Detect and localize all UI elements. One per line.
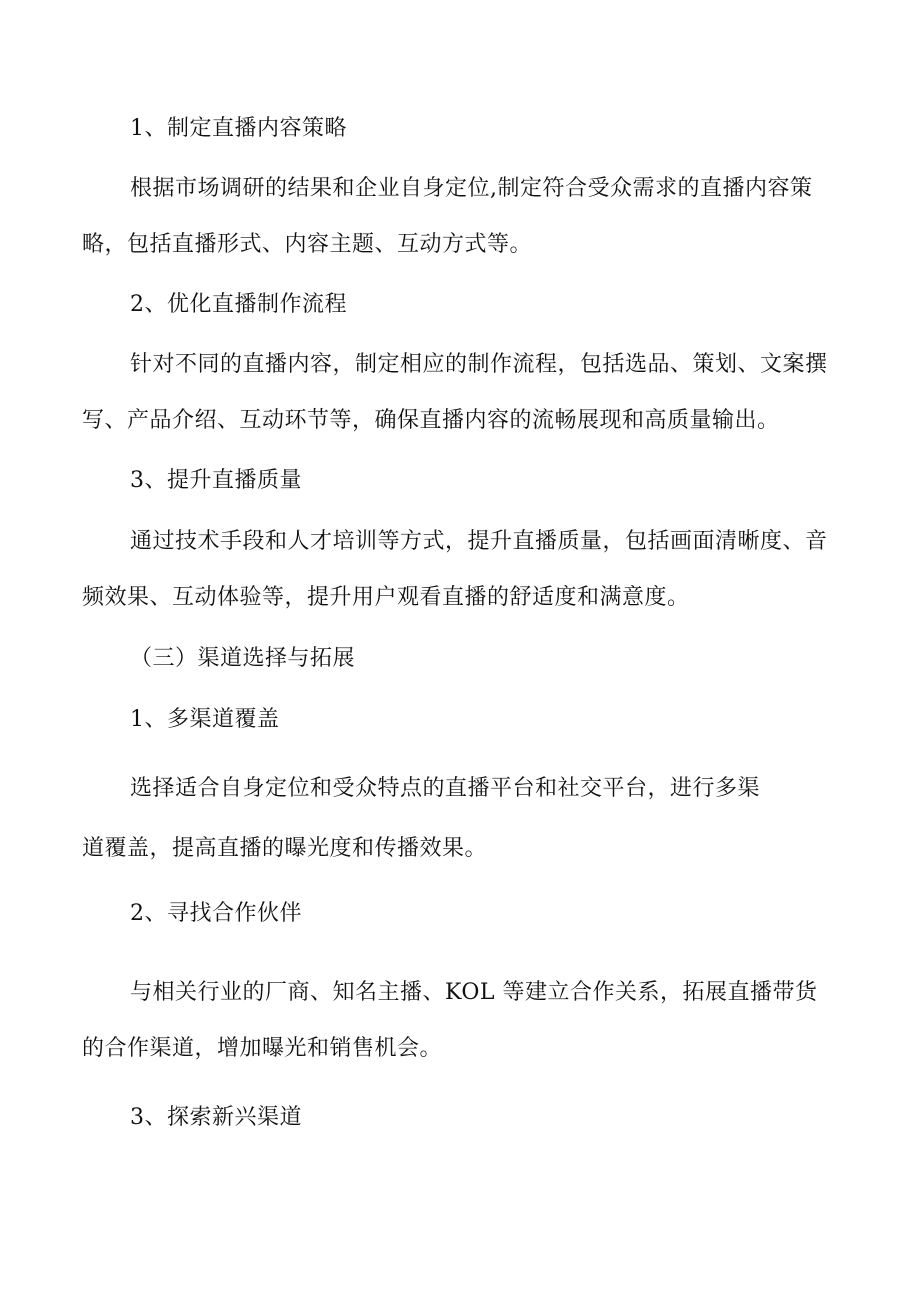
- heading-new-channels: 3、探索新兴渠道: [130, 1105, 302, 1130]
- paragraph-line: 道覆盖，提高直播的曝光度和传播效果。: [82, 836, 488, 861]
- paragraph-line: 选择适合自身定位和受众特点的直播平台和社交平台，进行多渠: [130, 776, 761, 801]
- paragraph-line: 的合作渠道，增加曝光和销售机会。: [82, 1036, 443, 1061]
- paragraph-line: 与相关行业的厂商、知名主播、KOL 等建立合作关系，拓展直播带货: [130, 980, 818, 1005]
- heading-partners: 2、寻找合作伙伴: [130, 901, 302, 926]
- paragraph-line: 略，包括直播形式、内容主题、互动方式等。: [82, 232, 533, 257]
- paragraph-line: 针对不同的直播内容，制定相应的制作流程，包括选品、策划、文案撰: [130, 352, 828, 377]
- heading-quality: 3、提升直播质量: [130, 468, 302, 493]
- paragraph-line: 根据市场调研的结果和企业自身定位,制定符合受众需求的直播内容策: [130, 176, 813, 201]
- heading-multichannel: 1、多渠道覆盖: [130, 707, 280, 732]
- paragraph-line: 写、产品介绍、互动环节等，确保直播内容的流畅展现和高质量输出。: [82, 408, 780, 433]
- paragraph-line: 频效果、互动体验等，提升用户观看直播的舒适度和满意度。: [82, 585, 690, 610]
- section-title-channels: （三）渠道选择与拓展: [130, 646, 356, 671]
- paragraph-line: 通过技术手段和人才培训等方式，提升直播质量，包括画面清晰度、音: [130, 529, 828, 554]
- heading-content-strategy: 1、制定直播内容策略: [130, 116, 347, 141]
- heading-production-process: 2、优化直播制作流程: [130, 292, 347, 317]
